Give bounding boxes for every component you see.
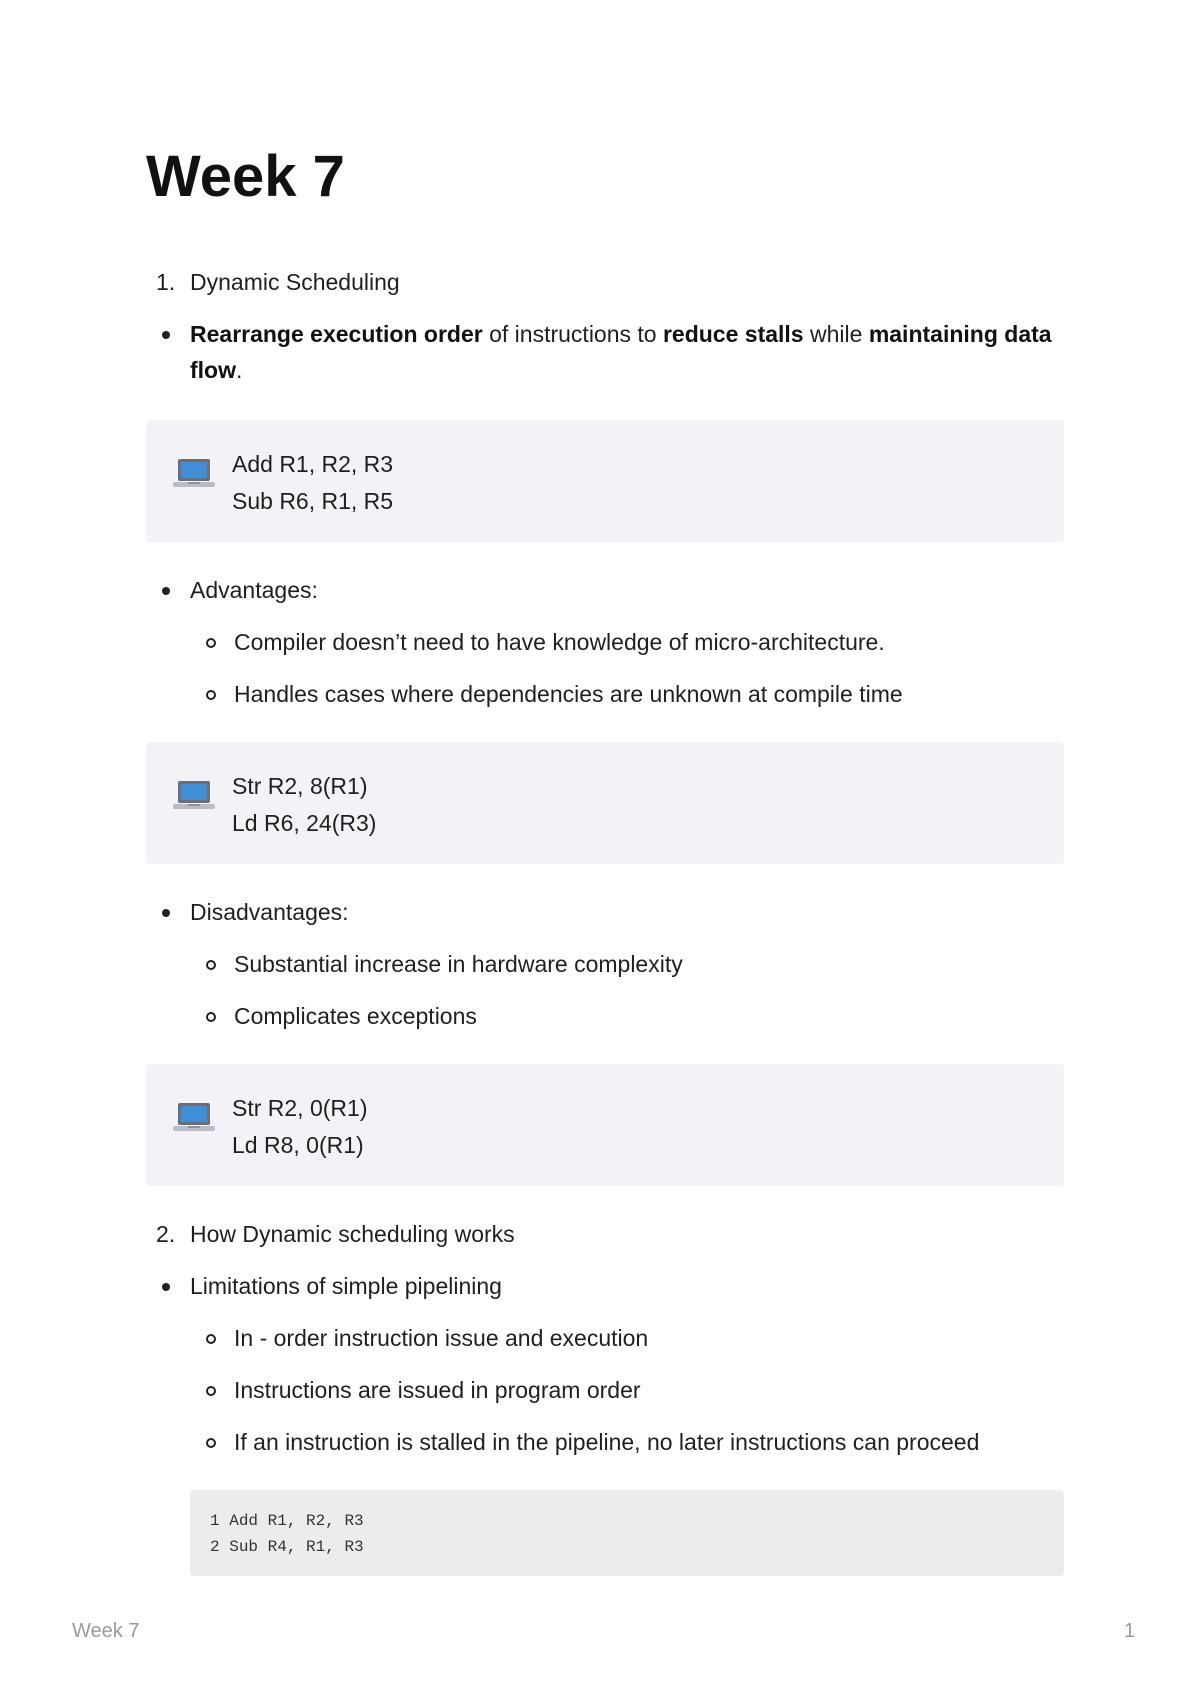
laptop-icon <box>172 1100 216 1136</box>
bullet-dot <box>162 331 170 339</box>
sublist-item <box>146 946 1064 982</box>
bullet-circle <box>206 1012 216 1022</box>
bullet-dot <box>162 587 170 595</box>
list-item-rearrange <box>146 316 1064 388</box>
code-line: Add R1, R2, R3 <box>232 451 394 477</box>
code-block <box>190 1490 1064 1576</box>
list-item-text: Disadvantages: <box>190 899 349 925</box>
sublist-item <box>146 624 1064 660</box>
list-item-disadvantages <box>146 894 1064 930</box>
sublist-item <box>146 998 1064 1034</box>
section-heading-1 <box>146 264 1064 300</box>
code-line <box>210 1538 364 1556</box>
list-item-text: Limitations of simple pipelining <box>190 1273 502 1299</box>
footer-title: Week 7 <box>72 1620 140 1642</box>
sublist-item-text: Handles cases where dependencies are unknown at compile time <box>234 681 903 707</box>
sublist-item <box>146 1372 1064 1408</box>
sublist-item-text: Complicates exceptions <box>234 1003 477 1029</box>
code-line: Ld R8, 0(R1) <box>232 1132 364 1158</box>
section-number: 1. <box>156 269 176 295</box>
bullet-circle <box>206 690 216 700</box>
sublist-item-text: Compiler doesn’t need to have knowledge of micro-architecture. <box>234 629 885 655</box>
sublist-item-text: If an instruction is stalled in the pipeline, no later instructions can proceed <box>234 1429 980 1455</box>
list-item-advantages <box>146 572 1064 608</box>
laptop-icon <box>172 456 216 492</box>
list-item-text: Advantages: <box>190 577 318 603</box>
list-item-text: Rearrange execution order of instructions to reduce stalls while maintaining data flow. <box>190 321 1052 383</box>
sublist-item-text: In - order instruction issue and execution <box>234 1325 649 1351</box>
callout-block <box>146 420 1064 542</box>
code-line: Str R2, 8(R1) <box>232 773 368 799</box>
line-number: 1 <box>210 1512 220 1530</box>
sublist-item <box>146 1424 1064 1460</box>
sublist-item <box>146 1320 1064 1356</box>
code-text: Sub R4, R1, R3 <box>229 1538 364 1556</box>
bullet-circle <box>206 638 216 648</box>
code-text: Add R1, R2, R3 <box>229 1512 364 1530</box>
section-number: 2. <box>156 1221 176 1247</box>
line-number: 2 <box>210 1538 220 1556</box>
sublist-item <box>146 676 1064 712</box>
bullet-circle <box>206 1334 216 1344</box>
bullet-circle <box>206 960 216 970</box>
bullet-dot <box>162 1283 170 1291</box>
callout-block <box>146 1064 1064 1186</box>
callout-block <box>146 742 1064 864</box>
page-title: Week 7 <box>146 144 345 209</box>
sublist-item-text: Substantial increase in hardware complexity <box>234 951 683 977</box>
bullet-dot <box>162 909 170 917</box>
bullet-circle <box>206 1386 216 1396</box>
section-title: Dynamic Scheduling <box>190 269 400 295</box>
section-title: How Dynamic scheduling works <box>190 1221 515 1247</box>
code-line: Ld R6, 24(R3) <box>232 810 377 836</box>
laptop-icon <box>172 778 216 814</box>
sublist-item-text: Instructions are issued in program order <box>234 1377 641 1403</box>
code-line: Sub R6, R1, R5 <box>232 488 394 514</box>
section-heading-2 <box>146 1216 1064 1252</box>
code-line <box>210 1512 364 1530</box>
list-item-limitations <box>146 1268 1064 1304</box>
code-line: Str R2, 0(R1) <box>232 1095 368 1121</box>
page-number: 1 <box>1124 1620 1136 1642</box>
bullet-circle <box>206 1438 216 1448</box>
